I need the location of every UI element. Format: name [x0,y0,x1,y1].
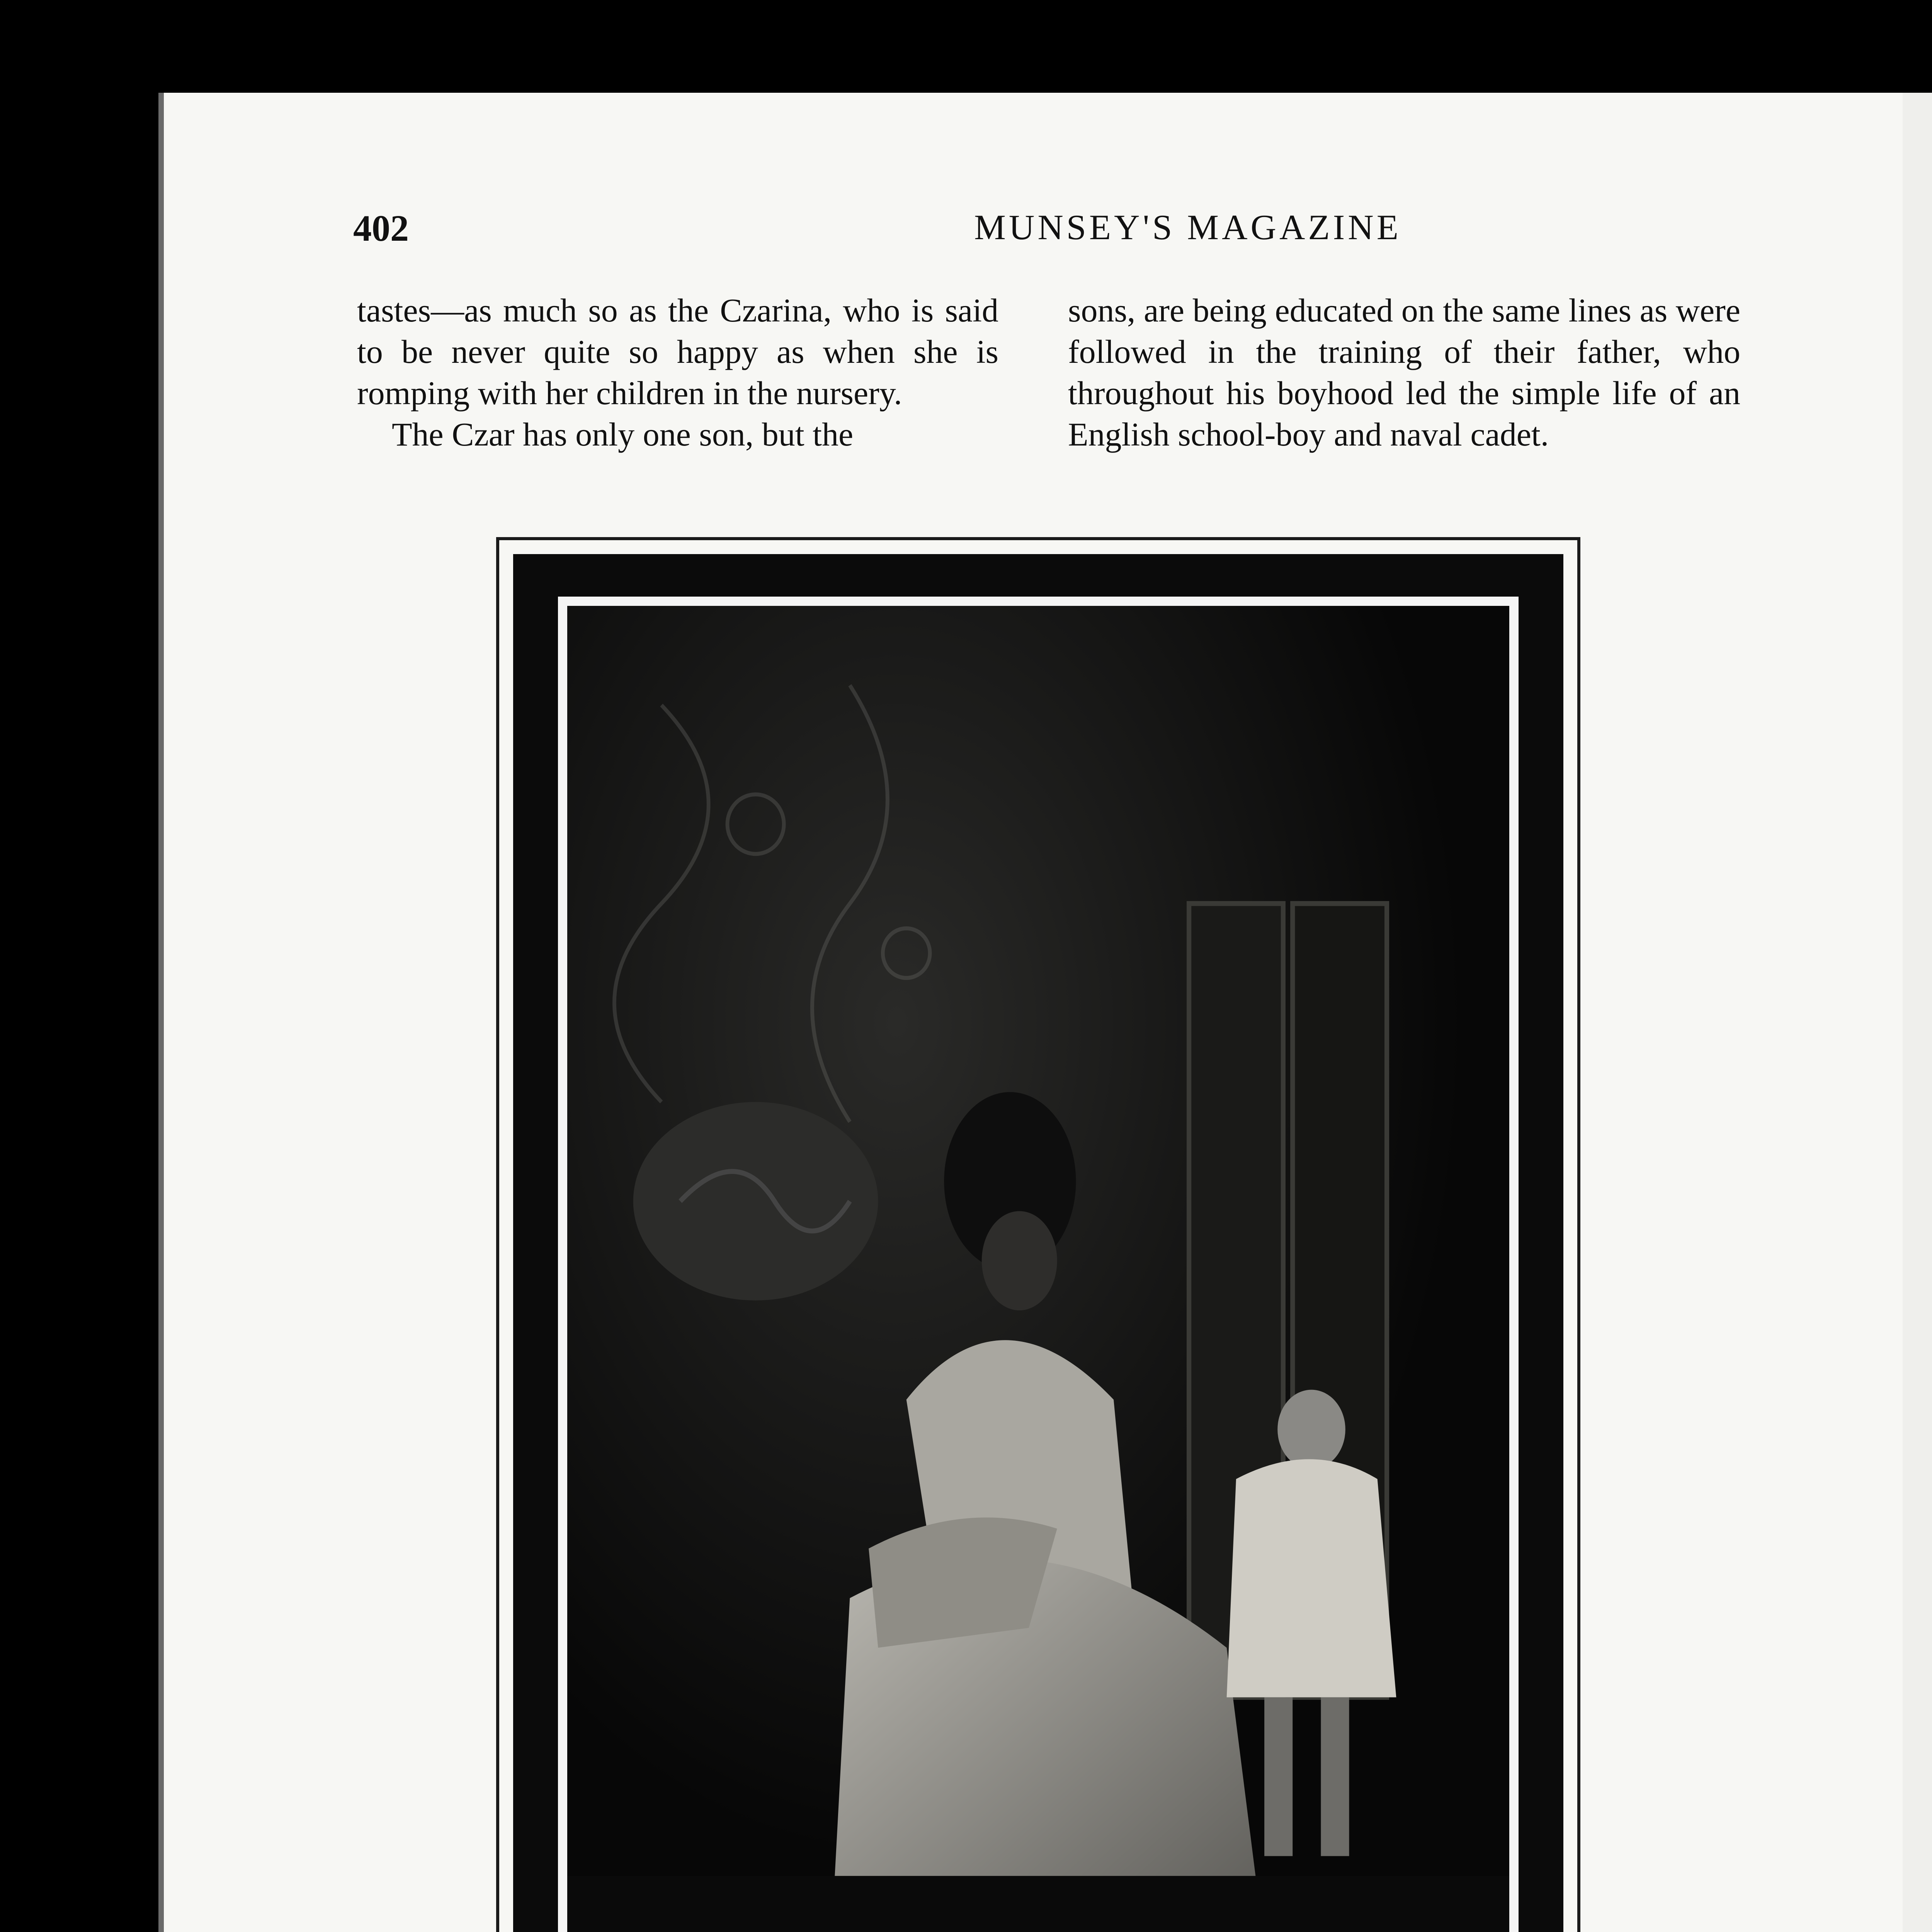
top-left-column [357,290,998,455]
paragraph: tastes—as much so as the Czarina, who is said to be never quite so happy as when she is romping with her children in the nursery. [357,292,998,412]
running-header [164,207,1903,265]
photo-mat [513,554,1563,1932]
photograph-image [567,606,1509,1932]
magazine-title: MUNSEY'S MAGAZINE [974,207,1401,247]
photo-border [558,597,1519,1932]
magazine-page [158,93,1903,1932]
top-right-column [1068,290,1740,455]
photo-figure [496,537,1580,1932]
photograph [567,606,1509,1932]
page-number: 402 [353,207,409,249]
paragraph: sons, are being educated on the same lines as were followed in the training of their father, who throughout his boyhood led the simple life of an English school-boy and naval cadet. [1068,292,1740,453]
paragraph: The Czar has only one son, but the [392,416,854,453]
